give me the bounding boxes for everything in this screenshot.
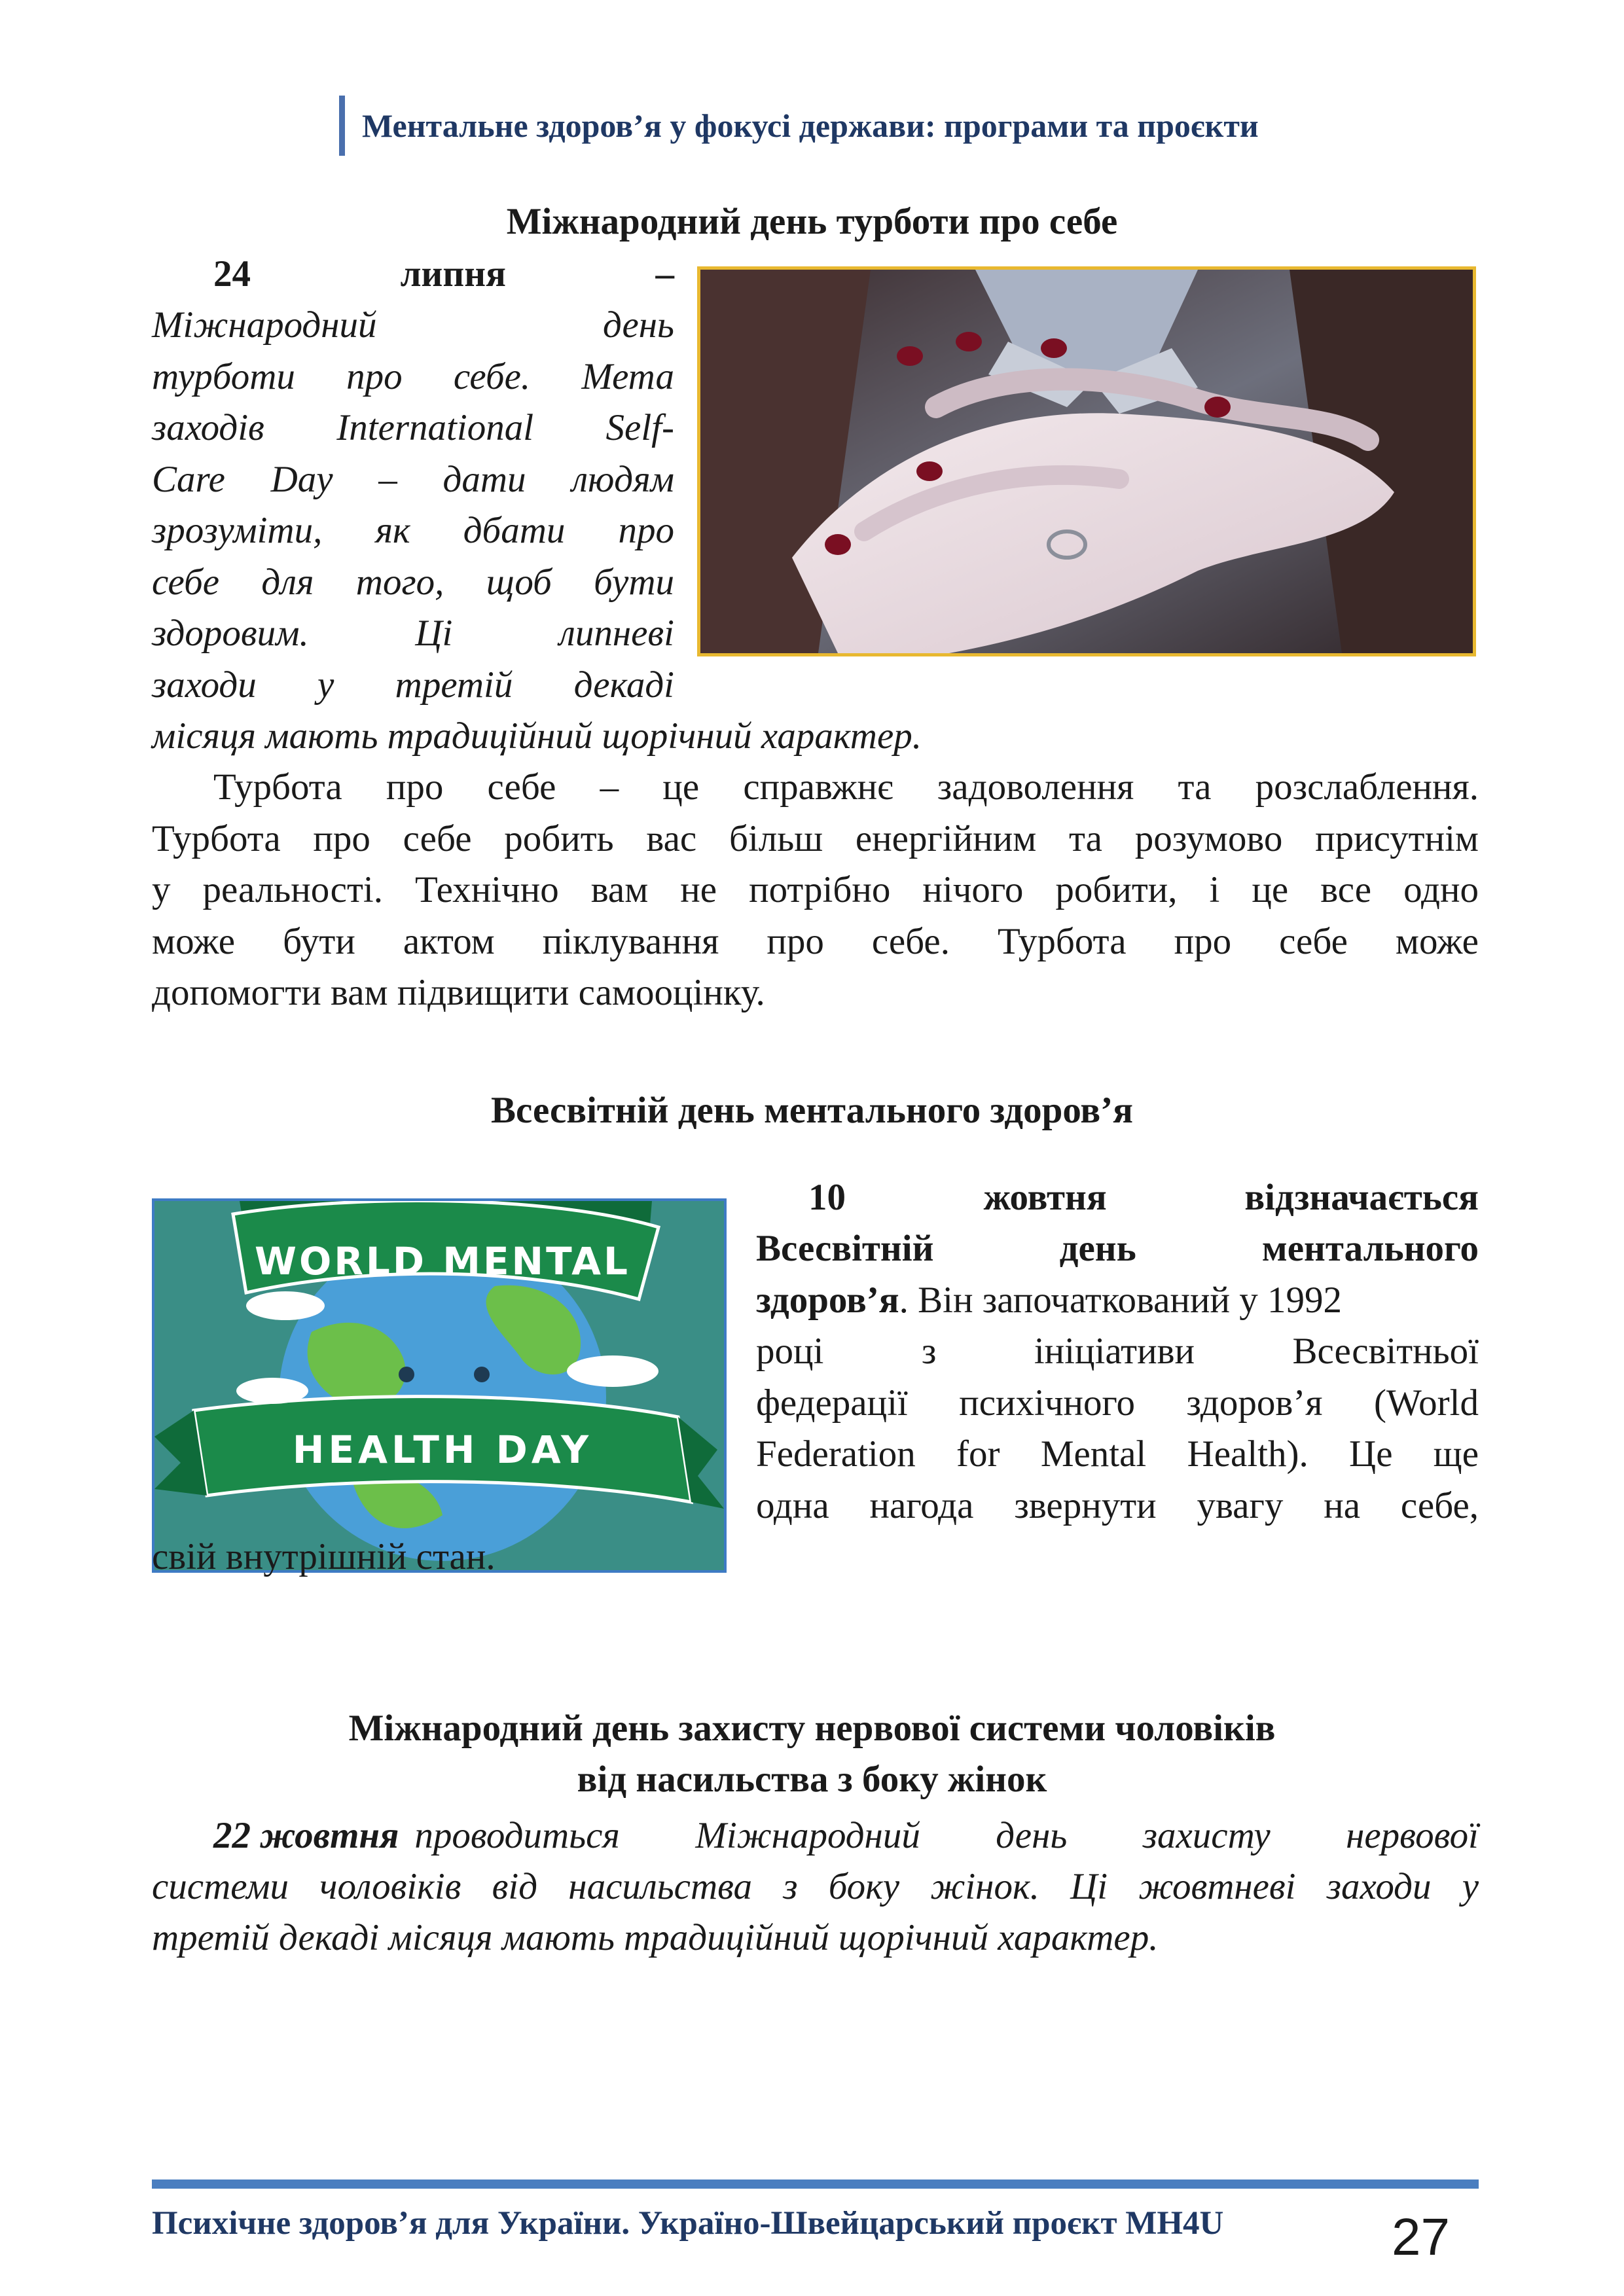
section1-line: турботи про себе. Мета	[152, 356, 674, 397]
section1-line: заходи у третій декаді	[152, 664, 674, 706]
section2-bold-word: здоров’я	[756, 1280, 899, 1321]
section2-title: Всесвітній день ментального здоров’я	[491, 1090, 1133, 1131]
section1-line: Міжнародний день	[152, 304, 674, 346]
section2-bold-line: 10 жовтня відзначається	[808, 1177, 1479, 1218]
section1-para-line: Турбота про себе – це справжнє задоволення та розслаблення.	[213, 766, 1479, 808]
section2-bold-line: Всесвітній день ментального	[756, 1228, 1479, 1269]
section1-line: зрозуміти, як дбати про	[152, 510, 674, 551]
page-number: 27	[1392, 2208, 1450, 2266]
section1-line: заходів International Self-	[152, 407, 674, 448]
section1-line: Care Day – дати людям	[152, 459, 674, 500]
section2-line: федерації психічного здоров’я (World	[756, 1382, 1479, 1424]
banner-bottom-text: HEALTH DAY	[292, 1427, 593, 1472]
section3-title-line1: Міжнародний день захисту нервової системи чоловіків	[348, 1708, 1276, 1749]
section1-para-line: може бути актом піклування про себе. Турбота про себе може	[152, 921, 1479, 962]
world-mental-health-day-image	[152, 1198, 727, 1573]
section3-line1-rest: проводиться Міжнародний день захисту нервової	[414, 1815, 1479, 1856]
section3-title-line2: від насильства з боку жінок	[577, 1759, 1047, 1800]
section2-last-line: свій внутрішній стан.	[152, 1536, 496, 1577]
section2-line3	[756, 1275, 1479, 1327]
section1-para-line: Турбота про себе робить вас більш енергійним та розумово присутнім	[152, 818, 1479, 859]
section2-line: Federation for Mental Health). Це ще	[756, 1433, 1479, 1475]
section3-line2: системи чоловіків від насильства з боку жінок. Ці жовтневі заходи у	[152, 1866, 1479, 1907]
section1-title: Міжнародний день турботи про себе	[506, 201, 1118, 242]
section1-line: себе для того, щоб бути	[152, 562, 674, 603]
section1-para-last: допомогти вам підвищити самооцінку.	[152, 972, 765, 1013]
running-header	[339, 96, 1259, 156]
section3-line1	[152, 1810, 1479, 1862]
section1-date: 24 липня –	[213, 253, 674, 295]
footer-text: Психічне здоров’я для України. Україно-Швейцарський проєкт MH4U	[152, 2205, 1224, 2242]
section3-line3: третій декаді місяця мають традиційний щорічний характер.	[152, 1917, 1159, 1958]
section2-line: році з ініціативи Всесвітньої	[756, 1331, 1479, 1372]
section1-line-last: місяця мають традиційний щорічний характер.	[152, 715, 922, 757]
self-care-photo	[697, 266, 1476, 656]
section2-line3-rest: . Він започаткований у 1992	[899, 1280, 1342, 1321]
section3-date: 22 жовтня	[213, 1815, 399, 1856]
section2-line: одна нагода звернути увагу на себе,	[756, 1485, 1479, 1526]
section1-para-line: у реальності. Технічно вам не потрібно нічого робити, і це все одно	[152, 869, 1479, 910]
header-title: Ментальне здоров’я у фокусі держави: програми та проєкти	[362, 107, 1259, 144]
section1-line: здоровим. Ці липневі	[152, 613, 674, 654]
footer-divider	[152, 2179, 1479, 2189]
banner-top-text: WORLD MENTAL	[254, 1239, 631, 1283]
